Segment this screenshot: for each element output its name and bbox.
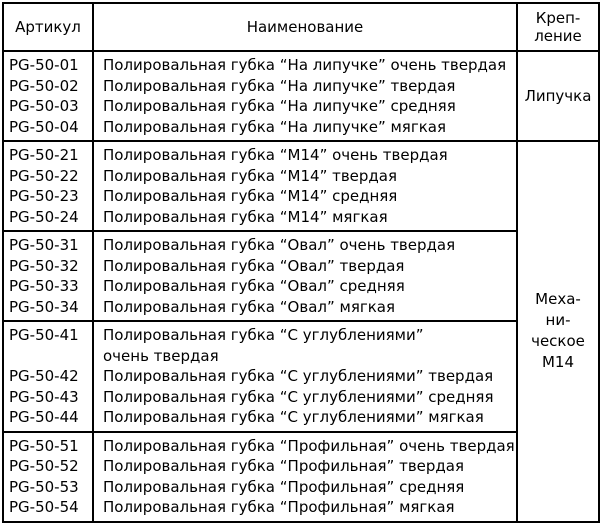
article-code: PG-50-23	[9, 187, 79, 205]
group-row-dimples	[3, 321, 599, 432]
article-code: PG-50-53	[9, 477, 79, 496]
product-name: Полировальная губка “М14” мягкая	[103, 207, 388, 226]
article-code: PG-50-32	[9, 256, 79, 275]
header-article: Артикул	[3, 3, 93, 51]
product-name: Полировальная губка “С углублениями” мягкая	[103, 408, 484, 426]
mount-mechanical	[517, 141, 599, 522]
product-name: Полировальная губка “Профильная” средняя	[103, 477, 465, 496]
name-cell	[93, 141, 517, 231]
group-row-profile	[3, 432, 599, 522]
article-code: PG-50-02	[9, 76, 79, 95]
product-name: Полировальная губка “На липучке” средняя	[103, 97, 456, 115]
article-code: PG-50-41	[9, 326, 79, 344]
product-name: Полировальная губка “М14” твердая	[103, 166, 398, 185]
product-name: Полировальная губка “М14” средняя	[103, 187, 398, 205]
product-name: Полировальная губка “На липучке” мягкая	[103, 117, 446, 136]
header-mount-line2: ление	[534, 27, 582, 45]
article-code: PG-50-54	[9, 498, 79, 516]
mount-mech-line1: Меха-	[535, 290, 581, 309]
article-code: PG-50-03	[9, 97, 79, 115]
article-code: PG-50-01	[9, 56, 79, 74]
product-name: Полировальная губка “На липучке” очень твердая	[103, 56, 507, 74]
product-name: Полировальная губка “Овал” средняя	[103, 277, 405, 295]
article-code: PG-50-44	[9, 408, 79, 426]
article-cell	[3, 432, 93, 522]
article-code: PG-50-42	[9, 367, 79, 385]
mount-mech-line2: ни-	[545, 311, 571, 330]
article-cell	[3, 231, 93, 321]
article-code: PG-50-51	[9, 436, 79, 455]
article-code: PG-50-24	[9, 207, 79, 226]
product-table	[2, 2, 600, 523]
header-name: Наименование	[93, 3, 517, 51]
group-row-oval	[3, 231, 599, 321]
mount-mech-line3: ческое	[531, 332, 585, 351]
product-name: Полировальная губка “С углублениями” твердая	[103, 367, 494, 385]
name-cell	[93, 432, 517, 522]
article-cell	[3, 141, 93, 231]
product-name: Полировальная губка “Овал” твердая	[103, 256, 405, 275]
header-mount-line1: Креп-	[535, 9, 581, 27]
article-spacer	[9, 346, 92, 367]
name-cell	[93, 321, 517, 432]
product-name: Полировальная губка “С углублениями” средняя	[103, 387, 494, 406]
name-cell	[93, 231, 517, 321]
article-cell	[3, 321, 93, 432]
product-name: Полировальная губка “На липучке” твердая	[103, 76, 456, 95]
mount-velcro: Липучка	[517, 51, 599, 141]
product-name: Полировальная губка “С углублениями” очень твердая	[103, 326, 424, 365]
article-code: PG-50-31	[9, 236, 79, 254]
product-name: Полировальная губка “М14” очень твердая	[103, 146, 448, 164]
group-row-m14	[3, 141, 599, 231]
header-row	[3, 3, 599, 51]
article-code: PG-50-21	[9, 146, 79, 164]
article-code: PG-50-04	[9, 117, 79, 136]
product-name: Полировальная губка “Овал” очень твердая	[103, 236, 456, 254]
product-name: Полировальная губка “Овал” мягкая	[103, 297, 396, 316]
product-name: Полировальная губка “Профильная” твердая	[103, 457, 464, 475]
article-code: PG-50-22	[9, 166, 79, 185]
article-code: PG-50-33	[9, 277, 79, 295]
product-name: Полировальная губка “Профильная” очень твердая	[103, 436, 515, 455]
group-row-velcro	[3, 51, 599, 141]
product-name: Полировальная губка “Профильная” мягкая	[103, 498, 455, 516]
article-code: PG-50-43	[9, 387, 79, 406]
article-code: PG-50-52	[9, 457, 79, 475]
article-cell	[3, 51, 93, 141]
name-cell	[93, 51, 517, 141]
article-code: PG-50-34	[9, 297, 79, 316]
header-mount	[517, 3, 599, 51]
mount-mech-line4: М14	[541, 353, 575, 372]
